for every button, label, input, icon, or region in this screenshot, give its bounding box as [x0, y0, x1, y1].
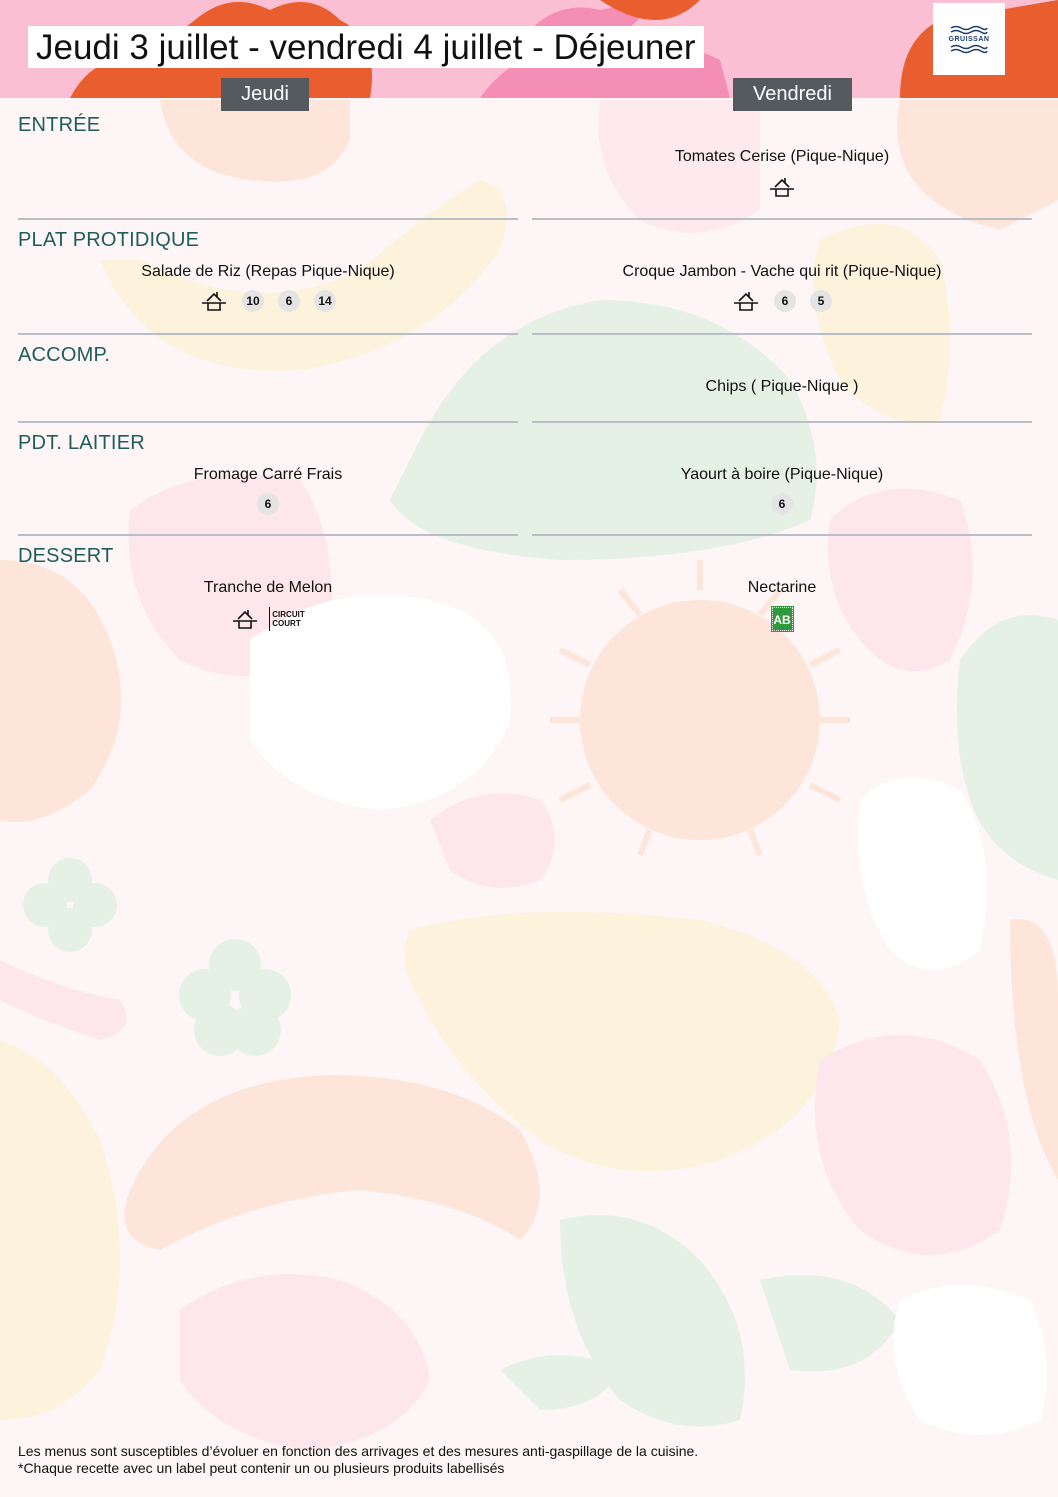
allergen-badge: 14: [314, 290, 336, 312]
page-title: Jeudi 3 juillet - vendredi 4 juillet - Déjeuner: [28, 26, 704, 68]
circuit-court-line2: COURT: [272, 619, 301, 628]
fait-maison-icon: [768, 175, 796, 199]
category-dessert: DESSERT: [18, 545, 114, 567]
gruissan-logo: [933, 3, 1005, 75]
allergen-badge: 5: [810, 290, 832, 312]
logo-waves-icon: [949, 44, 989, 54]
divider: [532, 421, 1032, 423]
dish-labels: [532, 288, 1032, 314]
footer-line-2: *Chaque recette avec un label peut contenir un ou plusieurs produits labellisés: [18, 1460, 505, 1476]
fait-maison-icon: [732, 289, 760, 313]
allergen-badge: 6: [257, 493, 279, 515]
fait-maison-icon: [200, 289, 228, 313]
allergen-badge: 6: [774, 290, 796, 312]
category-plat-protidique: PLAT PROTIDIQUE: [18, 229, 200, 251]
divider: [18, 333, 518, 335]
dish-labels: [532, 491, 1032, 517]
allergen-badge: 6: [771, 493, 793, 515]
divider: [532, 333, 1032, 335]
divider: [18, 421, 518, 423]
fait-maison-icon: [231, 607, 259, 631]
dish-jeudi-dessert: Tranche de Melon: [203, 579, 333, 596]
category-entree: ENTRÉE: [18, 114, 101, 136]
dish-jeudi-laitier: Fromage Carré Frais: [193, 466, 343, 483]
dish-labels: [532, 606, 1032, 632]
circuit-court-label: [269, 607, 304, 631]
dish-labels: [532, 174, 1032, 200]
dish-vendredi-entree: Tomates Cerise (Pique-Nique): [674, 148, 890, 165]
logo-waves-icon: [949, 25, 989, 35]
dish-labels: [18, 491, 518, 517]
divider: [18, 218, 518, 220]
allergen-badge: 6: [278, 290, 300, 312]
tab-jeudi: Jeudi: [221, 78, 309, 111]
divider: [532, 534, 1032, 536]
dish-labels: [18, 288, 518, 314]
dish-jeudi-plat: Salade de Riz (Repas Pique-Nique): [141, 263, 395, 280]
tab-vendredi: Vendredi: [733, 78, 852, 111]
circuit-court-line1: CIRCUIT: [272, 610, 305, 619]
category-accompagnement: ACCOMP.: [18, 344, 111, 366]
category-produit-laitier: PDT. LAITIER: [18, 432, 145, 454]
logo-text: GRUISSAN: [948, 35, 990, 43]
allergen-badge: 10: [242, 290, 264, 312]
footer-line-1: Les menus sont susceptibles d’évoluer en fonction des arrivages et des mesures anti-gaspillage de la cuisine.: [18, 1443, 699, 1459]
dish-vendredi-accomp: Chips ( Pique-Nique ): [705, 378, 859, 395]
divider: [532, 218, 1032, 220]
dish-labels: [18, 606, 518, 632]
agriculture-biologique-label: AB: [772, 607, 793, 631]
dish-vendredi-plat: Croque Jambon - Vache qui rit (Pique-Nique): [622, 263, 942, 280]
divider: [18, 534, 518, 536]
dish-vendredi-laitier: Yaourt à boire (Pique-Nique): [680, 466, 884, 483]
footer-notes: [18, 1443, 698, 1477]
dish-vendredi-dessert: Nectarine: [747, 579, 817, 596]
